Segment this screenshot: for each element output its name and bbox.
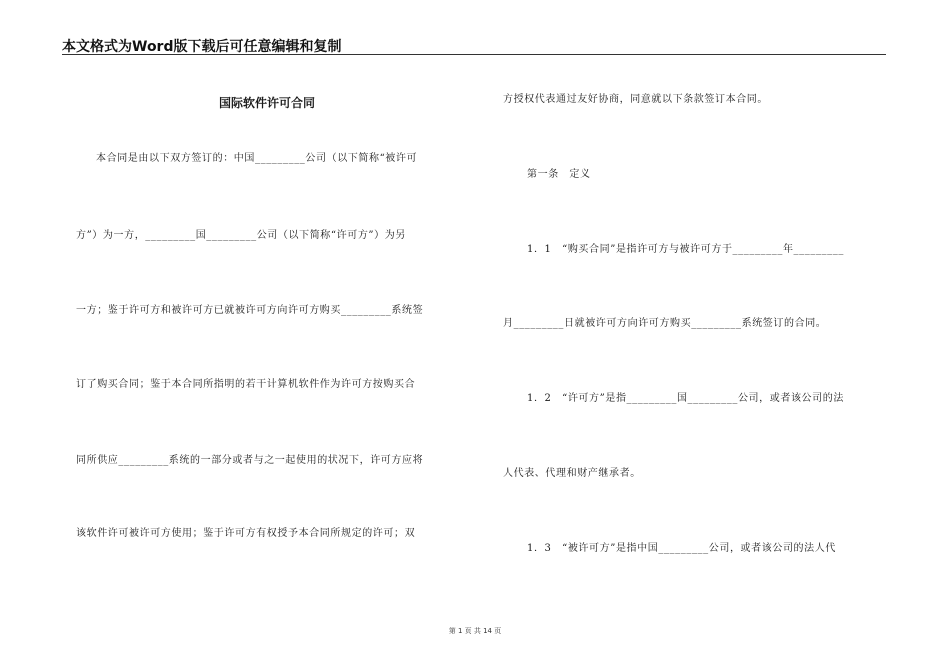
clause-line: 1．2 “许可方”是指_________国_________公司，或者该公司的法 xyxy=(527,393,844,404)
paragraph-line: 订了购买合同；鉴于本合同所指明的若干计算机软件作为许可方按购买合 xyxy=(76,379,416,390)
paragraph-line: 该软件许可被许可方使用；鉴于许可方有权授予本合同所规定的许可；双 xyxy=(76,528,416,539)
paragraph-line: 一方；鉴于许可方和被许可方已就被许可方向许可方购买_________系统签 xyxy=(76,305,424,316)
clause-line: 1．1 “购买合同”是指许可方与被许可方于_________年_________ xyxy=(527,244,844,255)
paragraph-line: 同所供应_________系统的一部分或者与之一起使用的状况下，许可方应将 xyxy=(76,455,424,466)
paragraph-line: 方”）为一方，_________国_________公司（以下简称“许可方”）为另 xyxy=(76,230,406,241)
page-number: 第 1 页 共 14 页 xyxy=(448,627,502,635)
clause-line: 1．3 “被许可方”是指中国_________公司，或者该公司的法人代 xyxy=(527,543,836,554)
paragraph-line: 本合同是由以下双方签订的：中国_________公司（以下简称“被许可 xyxy=(96,153,418,164)
download-banner-text: 本文格式为Word版下载后可任意编辑和复制 xyxy=(62,39,342,55)
document-title: 国际软件许可合同 xyxy=(218,96,315,110)
section-heading: 第一条 定义 xyxy=(527,169,591,180)
paragraph-line: 方授权代表通过友好协商，同意就以下条款签订本合同。 xyxy=(503,94,768,105)
banner-divider xyxy=(62,54,886,55)
clause-line: 月_________日就被许可方向许可方购买_________系统签订的合同。 xyxy=(503,318,827,329)
clause-line: 人代表、代理和财产继承者。 xyxy=(503,468,641,479)
